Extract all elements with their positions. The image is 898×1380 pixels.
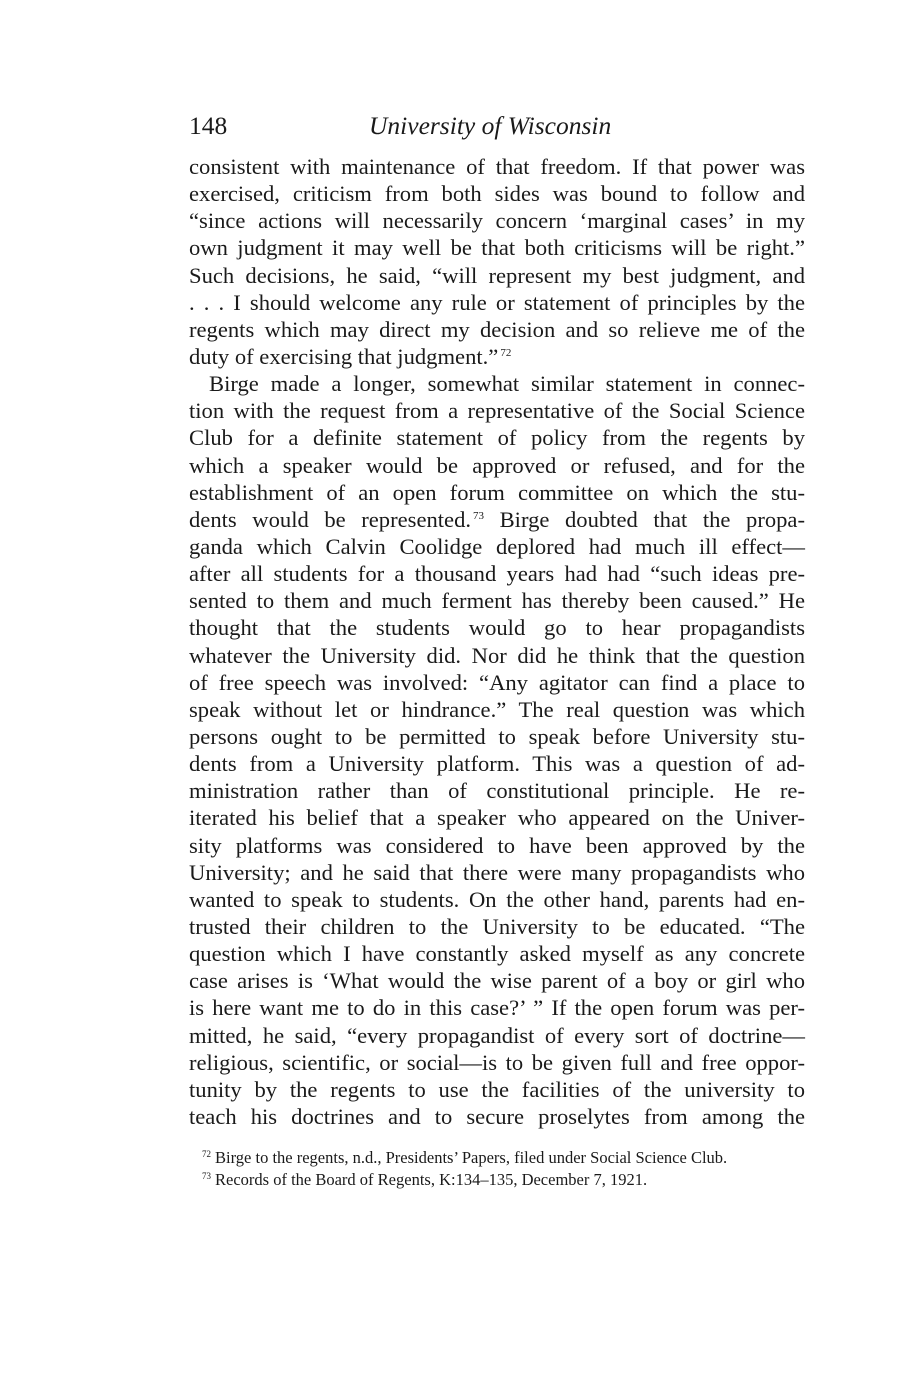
text-line: trusted their children to the University to be educated. “The (189, 913, 805, 939)
text-line: duty of exercising that judgment.” $^{72}$ (189, 343, 512, 369)
text-line: is here want me to do in this case?’ ” If the open forum was per- (189, 995, 805, 1021)
footnote-number: 73 (202, 1171, 211, 1181)
text-line: dents would be represented. $^{73}$ Birge doubted that the propa- (189, 506, 805, 532)
text-line: question which I have constantly asked myself as any concrete (189, 941, 805, 967)
text-line: wanted to speak to students. On the other hand, parents had en- (189, 886, 805, 912)
text-line: whatever the University did. Nor did he think that the question (189, 642, 805, 668)
page-number: 148 (189, 111, 228, 140)
text-line: . . . I should welcome any rule or statement of principles by the (189, 289, 805, 315)
text-line: tion with the request from a representative of the Social Science (189, 398, 805, 424)
text-line: sented to them and much ferment has thereby been caused.” He (189, 588, 805, 614)
footnote (189, 1147, 805, 1169)
text-line: ministration rather than of constitutional principle. He re- (189, 778, 805, 804)
text-line: “since actions will necessarily concern ‘marginal cases’ in my (189, 208, 805, 234)
footnotes (189, 1147, 805, 1191)
text-line: thought that the students would go to hear propagandists (189, 615, 805, 641)
text-line: speak without let or hindrance.” The real question was which (189, 696, 805, 722)
text-line: sity platforms was considered to have been approved by the (189, 832, 805, 858)
text-line: after all students for a thousand years had had “such ideas pre- (189, 561, 805, 587)
running-title: University of Wisconsin (369, 111, 612, 140)
text-line: exercised, criticism from both sides was bound to follow and (189, 181, 805, 207)
text-line: University; and he said that there were many propagandists who (189, 859, 805, 885)
text-line: which a speaker would be approved or refused, and for the (189, 452, 805, 478)
text-line: Birge made a longer, somewhat similar statement in connec- (209, 371, 805, 397)
text-line: iterated his belief that a speaker who appeared on the Univer- (189, 805, 805, 831)
text-line: religious, scientific, or social—is to be given full and free oppor- (189, 1049, 805, 1075)
running-head (189, 108, 629, 144)
text-line: consistent with maintenance of that freedom. If that power was (189, 154, 805, 179)
footnote-text: Birge to the regents, n.d., Presidents’ Papers, filed under Social Science Club. (215, 1148, 728, 1167)
footnote-number: 72 (202, 1149, 211, 1159)
footnote-reference: 73 (473, 509, 485, 522)
text-line: Club for a definite statement of policy from the regents by (189, 425, 805, 451)
text-line: establishment of an open forum committee on which the stu- (189, 479, 805, 505)
text-line: teach his doctrines and to secure proselytes from among the (189, 1103, 805, 1129)
text-line: of free speech was involved: “Any agitator can find a place to (189, 669, 805, 695)
footnote-text: Records of the Board of Regents, K:134–135, December 7, 1921. (215, 1170, 648, 1189)
text-line: dents from a University platform. This was a question of ad- (189, 751, 805, 777)
text-line: case arises is ‘What would the wise parent of a boy or girl who (189, 968, 805, 994)
text-line: Such decisions, he said, “will represent my best judgment, and (189, 262, 805, 288)
text-line: mitted, he said, “every propagandist of every sort of doctrine— (189, 1022, 805, 1048)
text-line: tunity by the regents to use the facilities of the university to (189, 1076, 805, 1102)
footnote (189, 1169, 805, 1191)
text-line: ganda which Calvin Coolidge deplored had much ill effect— (189, 533, 805, 559)
text-line: regents which may direct my decision and so relieve me of the (189, 316, 805, 342)
body-text (189, 153, 805, 1130)
text-line: own judgment it may well be that both criticisms will be right.” (189, 235, 805, 261)
text-line: persons ought to be permitted to speak before University stu- (189, 723, 805, 749)
footnote-reference: 72 (500, 346, 512, 359)
